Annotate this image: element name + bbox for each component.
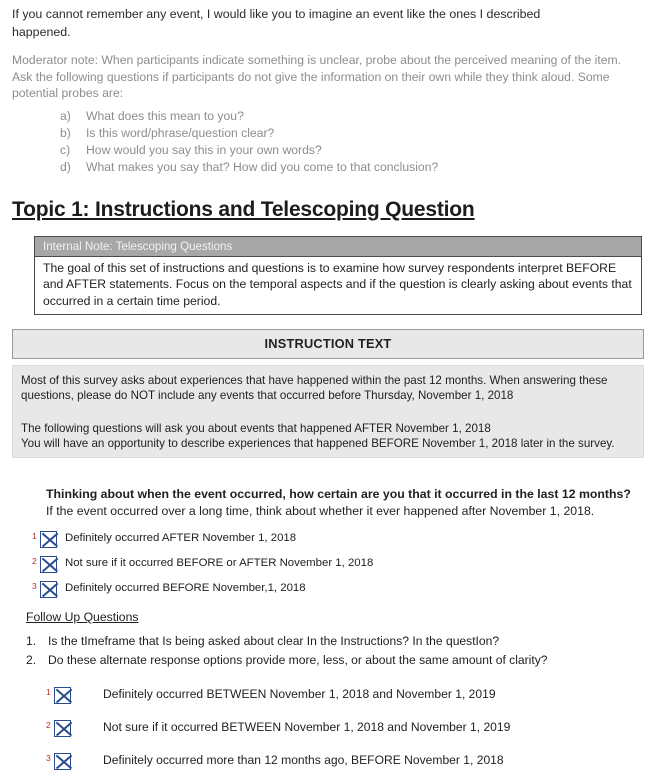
probe-marker: d) (60, 159, 71, 174)
checkbox-checked-icon[interactable] (54, 753, 71, 770)
question-bold-text: Thinking about when the event occurred, how certain are you that it occurred in the last 12 months? (46, 487, 631, 501)
internal-note-body: The goal of this set of instructions and questions is to examine how survey respondents interpret BEFORE and AFTER statements. Focus on the temporal aspects and if the question is clearly asking about events that occurred in a certain time period. (43, 260, 632, 308)
instruction-text-banner: INSTRUCTION TEXT (12, 329, 644, 359)
option-label: Definitely occurred more than 12 months ago, BEFORE November 1, 2018 (103, 753, 504, 767)
followup-text: Is the tImeframe that Is being asked about clear In the Instructions? In the questIon? (48, 634, 500, 648)
internal-note-header: Internal Note: Telescoping Questions (35, 237, 641, 257)
option-label: Not sure if it occurred BEFORE or AFTER November 1, 2018 (65, 557, 374, 569)
instruction-paragraph-3: You will have an opportunity to describe experiences that happened BEFORE November 1, 2018 later in the survey. (21, 437, 615, 450)
list-item (26, 651, 644, 670)
intro-line-2: happened. (12, 25, 71, 39)
probe-text: How would you say this in your own words? (86, 142, 322, 157)
list-item[interactable] (46, 719, 644, 737)
list-item[interactable] (46, 752, 644, 770)
probe-marker: b) (60, 125, 71, 140)
option-number: 2 (32, 556, 37, 566)
page-title: Topic 1: Instructions and Telescoping Question (12, 197, 475, 221)
response-options-alternate (46, 686, 644, 770)
checkbox-checked-icon[interactable] (54, 687, 71, 704)
list-item (60, 125, 644, 142)
option-number: 3 (32, 581, 37, 591)
probe-marker: c) (60, 142, 71, 157)
list-item (60, 142, 644, 159)
list-item (26, 632, 644, 651)
list-item (60, 108, 644, 125)
option-label: Definitely occurred AFTER November 1, 2018 (65, 532, 297, 544)
internal-note-box (34, 236, 642, 316)
checkbox-checked-icon[interactable] (40, 556, 57, 573)
intro-line-1: If you cannot remember any event, I would like you to imagine an event like the ones I described (12, 7, 541, 21)
option-number: 1 (32, 531, 37, 541)
probe-marker: a) (60, 108, 71, 123)
moderator-note: Moderator note: When participants indicate something is unclear, probe about the perceived meaning of the item. Ask the following questions if participants do not give the information on their own while they think aloud. Some potential probes are: (12, 53, 622, 100)
question-rest-text: If the event occurred over a long time, think about whether it ever happened after November 1, 2018. (46, 504, 595, 518)
instruction-paragraph-2: The following questions will ask you about events that happened AFTER November 1, 2018 (21, 422, 491, 435)
checkbox-checked-icon[interactable] (54, 720, 71, 737)
followup-list (26, 632, 644, 670)
option-number: 2 (46, 720, 51, 730)
instruction-text-body (12, 365, 644, 458)
list-item[interactable] (46, 686, 644, 704)
followup-title: Follow Up Questions (26, 610, 139, 624)
followup-marker: 1. (26, 634, 37, 648)
option-label: Definitely occurred BETWEEN November 1, 2018 and November 1, 2019 (103, 687, 496, 701)
checkbox-checked-icon[interactable] (40, 581, 57, 598)
followup-text: Do these alternate response options provide more, less, or about the same amount of clarity? (48, 653, 548, 667)
checkbox-checked-icon[interactable] (40, 531, 57, 548)
option-label: Definitely occurred BEFORE November,1, 2018 (65, 582, 306, 594)
probe-text: What makes you say that? How did you come to that conclusion? (86, 159, 439, 174)
probe-text: Is this word/phrase/question clear? (86, 125, 275, 140)
probe-text: What does this mean to you? (86, 108, 244, 123)
option-number: 1 (46, 687, 51, 697)
list-item[interactable] (32, 555, 644, 573)
response-options-primary (32, 530, 644, 598)
option-number: 3 (46, 753, 51, 763)
list-item[interactable] (32, 530, 644, 548)
followup-marker: 2. (26, 653, 37, 667)
option-label: Not sure if it occurred BETWEEN November 1, 2018 and November 1, 2019 (103, 720, 511, 734)
list-item (60, 159, 644, 176)
list-item[interactable] (32, 580, 644, 598)
probe-list (12, 108, 644, 176)
survey-question (46, 486, 636, 520)
instruction-paragraph-1: Most of this survey asks about experiences that have happened within the past 12 months. When answering these questions, please do NOT include any events that occurred before Thursday, November 1, 2018 (21, 374, 608, 402)
